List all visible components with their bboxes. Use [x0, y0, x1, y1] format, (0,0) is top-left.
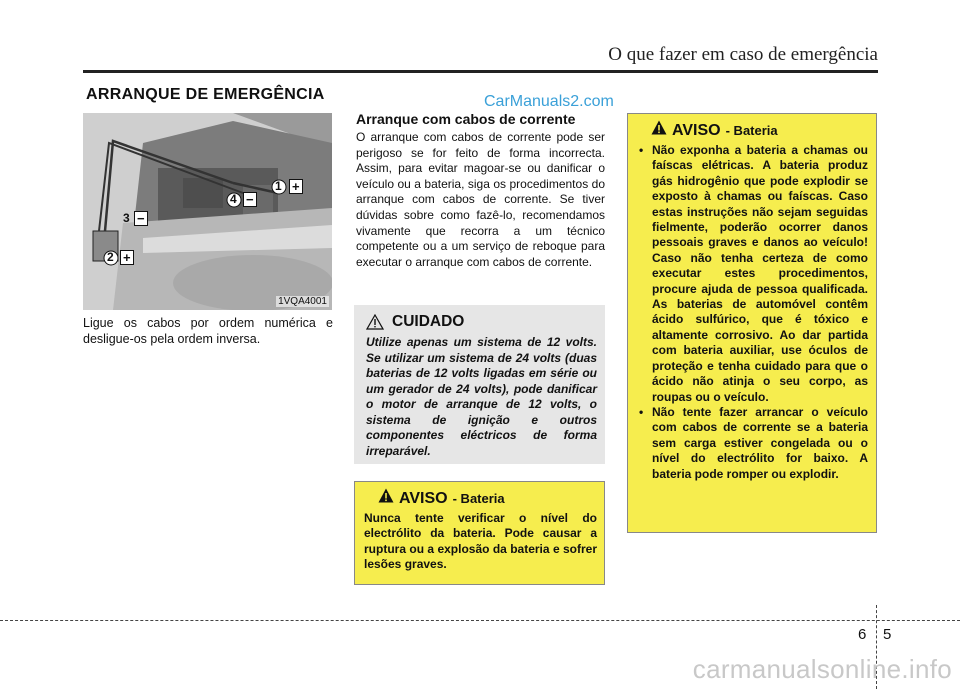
- warning-triangle-icon: [651, 120, 667, 135]
- jump-start-body: O arranque com cabos de corrente pode ser perigoso se for feito de forma incorrecta. Assim, para evitar magoar-se ou danificar o veículo ou a bateria, siga os procedimentos do arranque com cabos de corrente. Se tiver dúvidas sobre como fazê-lo, recomendamos vivamente que recorra a um técnico competente ou a um serviço de reboque para executar o arranque com cabos de corrente.: [356, 130, 605, 269]
- jump-start-heading: Arranque com cabos de corrente: [356, 111, 576, 127]
- running-header: O que fazer em caso de emergência: [608, 44, 878, 65]
- section-title: ARRANQUE DE EMERGÊNCIA: [86, 86, 325, 103]
- footer-rule: [0, 620, 960, 621]
- figure-caption: Ligue os cabos por ordem numérica e desligue-os pela ordem inversa.: [83, 316, 333, 346]
- caution-body: Utilize apenas um sistema de 12 volts. Se utilizar um sistema de 24 volts (duas baterias de 12 volts ligadas em série ou um gerador de 24 volts), pode danificar o motor de arranque de 12 volts, o sistema de ignição e outros componentes eléctricos de forma irreparável.: [366, 335, 597, 458]
- warning-triangle-icon: [378, 488, 394, 503]
- warning-box-electrolyte: [354, 481, 605, 585]
- warning-list: [637, 143, 868, 482]
- figure-code: 1VQA4001: [278, 296, 327, 307]
- warning-item: • Não tente fazer arrancar o veículo com cabos de corrente se a bateria sem carga estiver congelada ou o nível do electrólito for baixo. A bateria pode romper ou explodir.: [637, 405, 868, 482]
- watermark-bottom: carmanualsonline.info: [692, 654, 952, 684]
- caution-box: [354, 305, 605, 464]
- warning-header: [378, 488, 597, 508]
- page-chapter: 6: [858, 626, 867, 643]
- warning-body: Nunca tente verificar o nível do electrólito da bateria. Pode causar a ruptura ou a explosão da bateria e sofrer lesões graves.: [364, 511, 597, 572]
- warning-subtitle: - Bateria: [452, 491, 505, 506]
- label-4: 4: [230, 192, 237, 206]
- warning-box-battery: [627, 113, 877, 533]
- label-4-minus: −: [243, 192, 257, 207]
- label-2: 2: [107, 250, 114, 264]
- warning-subtitle: - Bateria: [725, 123, 778, 138]
- label-2-plus: +: [120, 250, 134, 265]
- label-1: 1: [275, 179, 282, 193]
- warning-item: • Não exponha a bateria a chamas ou faíscas elétricas. A bateria produz gás hidrogênio que pode explodir se exposto à chamas ou faíscas. Caso estas instruções não sejam seguidas fielmente, poderão ocorrer danos pessoais graves e danos ao veículo! Caso não tenha certeza de como executar estes procedimentos, procure ajuda de pessoa qualificada. As baterias de automóvel contêm ácido sulfúrico, que é tóxico e altamente corrosivo. Ao dar partida com bateria auxiliar, use óculos de proteção e tenha cuidado para que o ácido não atinja o seu corpo, as roupas ou o veículo.: [637, 143, 868, 405]
- caution-header: [366, 313, 597, 331]
- watermark-top: CarManuals2.com: [484, 93, 614, 110]
- header-rule: [83, 70, 878, 73]
- label-1-plus: +: [289, 179, 303, 194]
- page-number: 5: [883, 626, 892, 643]
- engine-bay-illustration: [83, 113, 332, 310]
- label-3-minus: −: [134, 211, 148, 226]
- caution-triangle-icon: [366, 314, 384, 330]
- label-3: 3: [123, 211, 130, 225]
- warning-title: AVISO: [672, 122, 721, 139]
- caution-title: CUIDADO: [392, 313, 465, 330]
- warning-header: [651, 120, 868, 140]
- jump-start-figure: [83, 113, 332, 310]
- warning-title: AVISO: [399, 490, 448, 507]
